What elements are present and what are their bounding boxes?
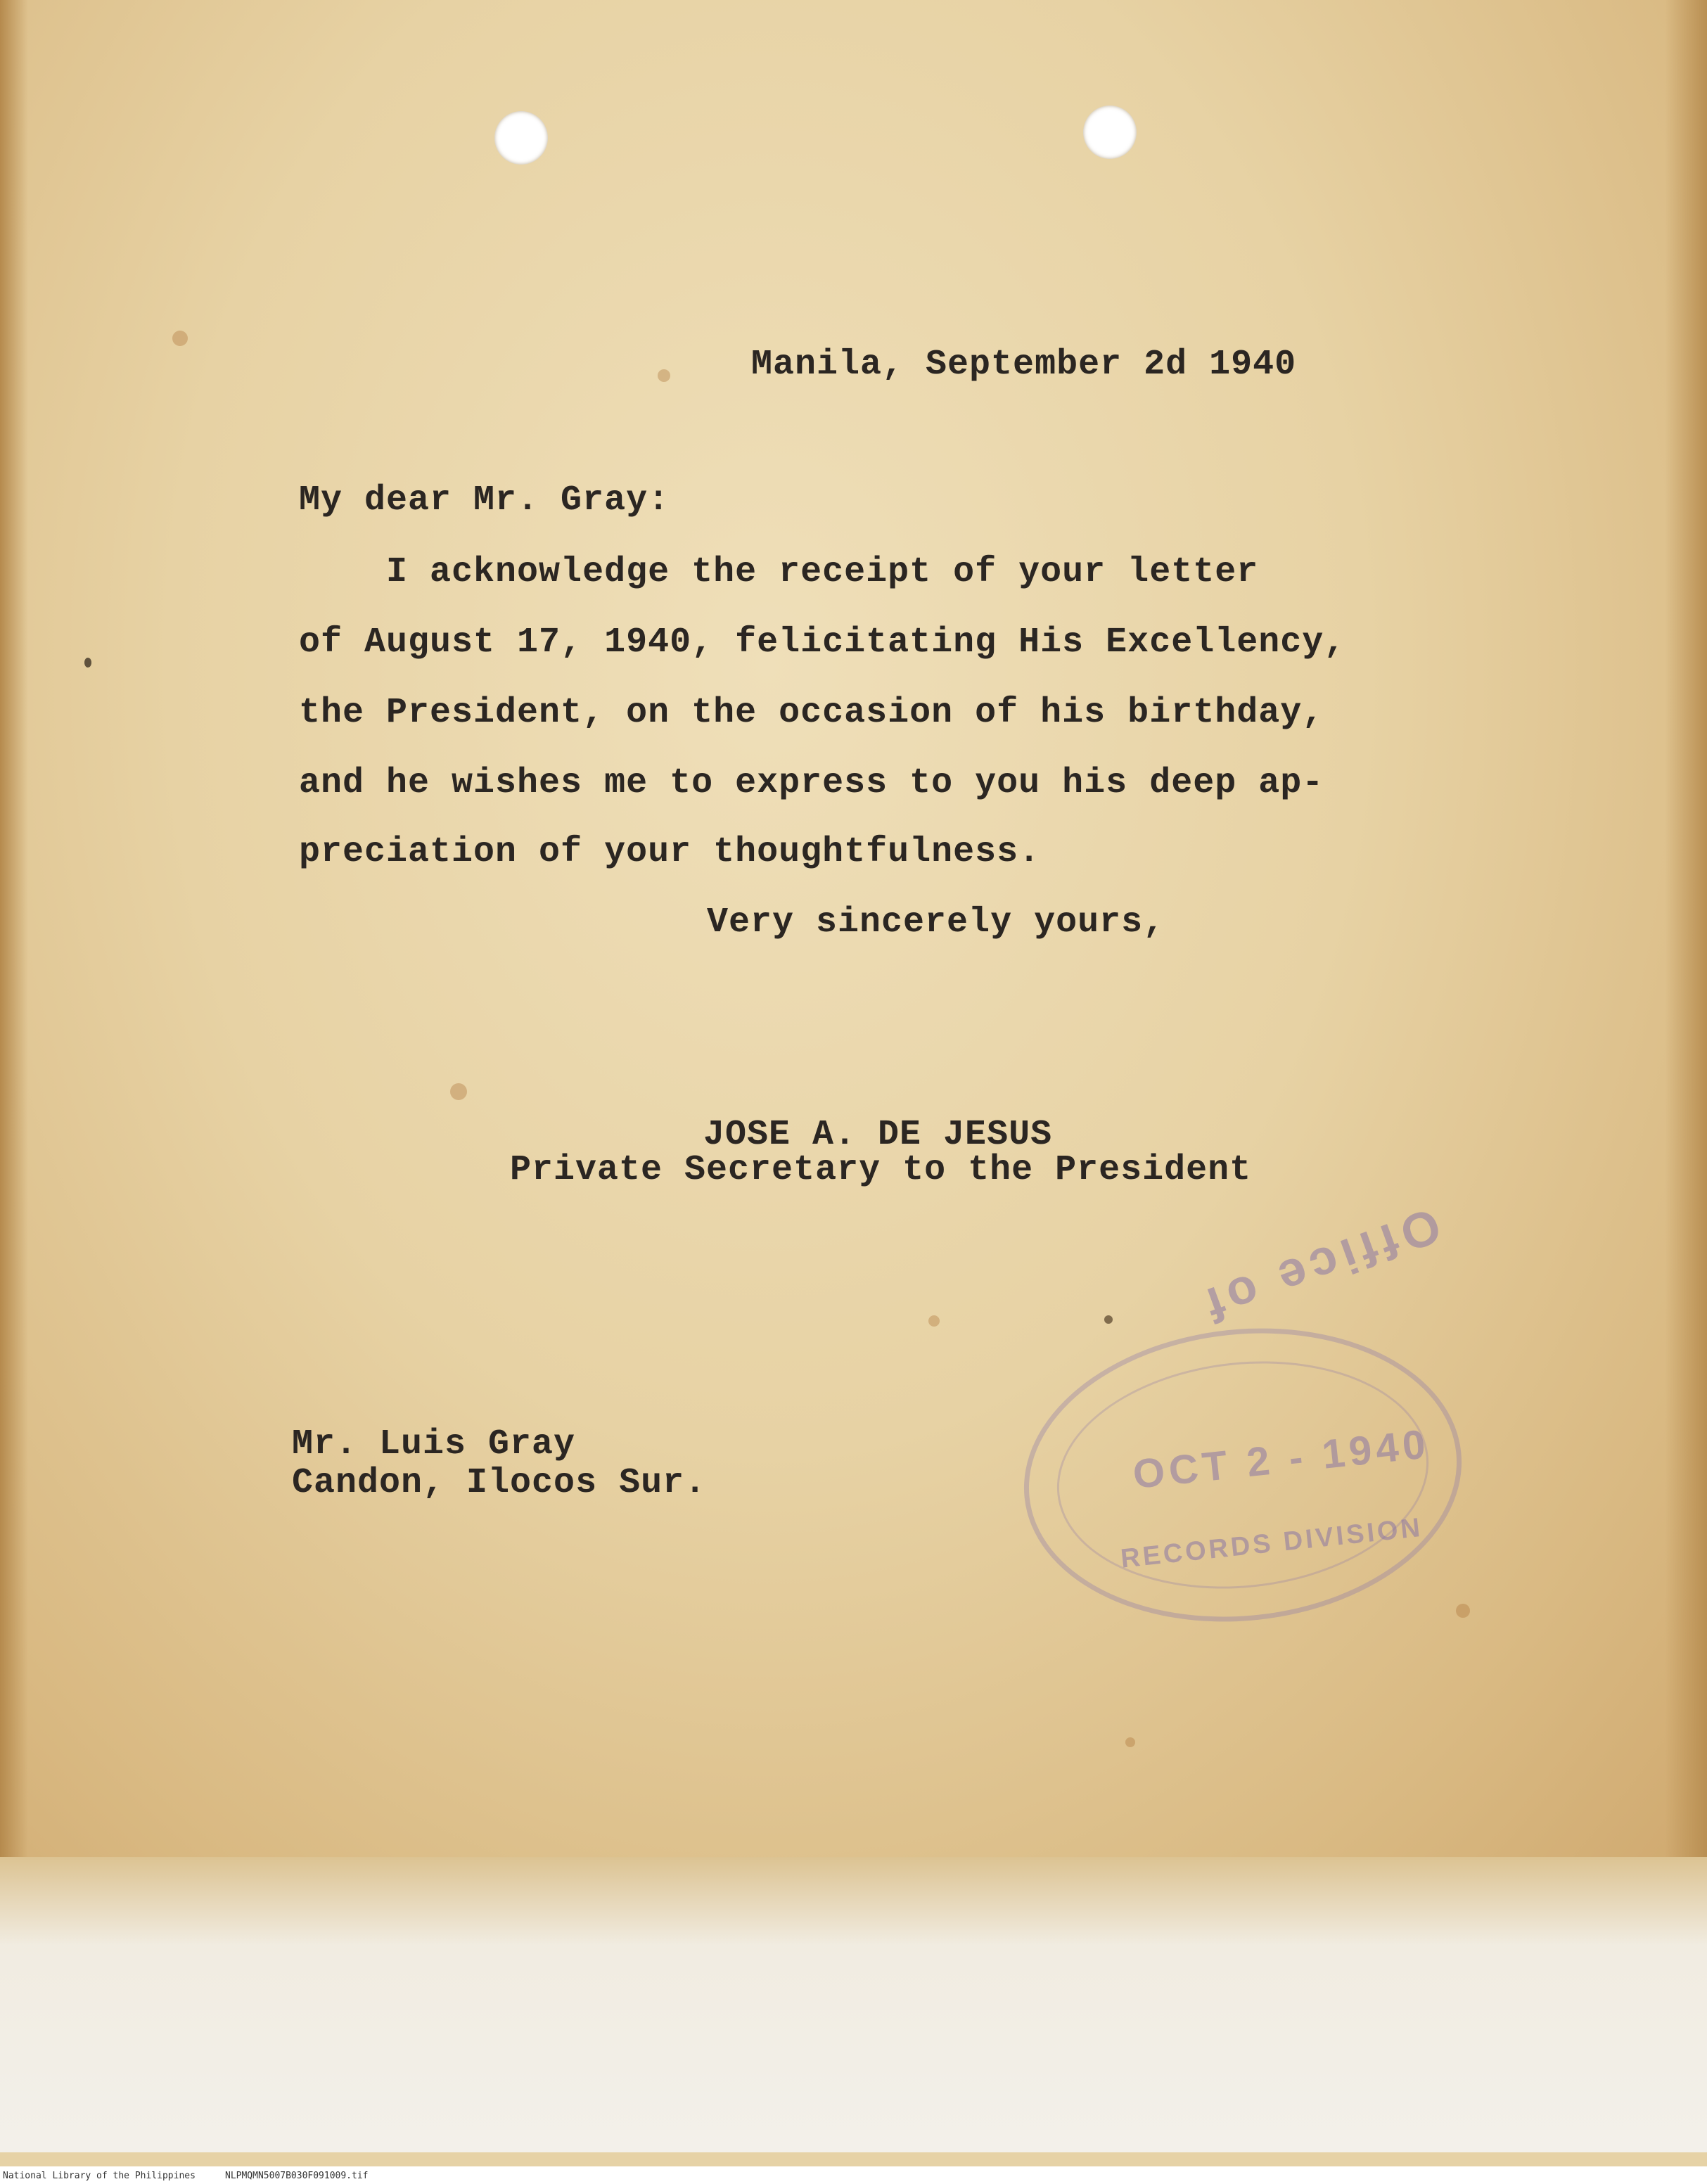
letter-dateline: Manila, September 2d 1940 (751, 345, 1297, 385)
foxing-spot (450, 1083, 467, 1100)
footer-filename: NLPMQMN5007B030F091009.tif (225, 2171, 369, 2181)
recipient-address: Candon, Ilocos Sur. (292, 1463, 707, 1503)
stamp-date: OCT 2 - 1940 (1130, 1421, 1432, 1498)
recipient-name: Mr. Luis Gray (292, 1424, 576, 1464)
scan-footer (0, 2166, 1707, 2184)
signer-title: Private Secretary to the President (510, 1150, 1252, 1190)
foxing-spot (1125, 1737, 1135, 1747)
letter-closing: Very sincerely yours, (707, 902, 1165, 943)
letter-salutation: My dear Mr. Gray: (299, 480, 670, 521)
stamp-division: RECORDS DIVISION (1119, 1512, 1424, 1574)
footer-source: National Library of the Philippines (3, 2171, 196, 2181)
paper-edge-right (1665, 0, 1707, 1899)
foxing-spot (1456, 1604, 1470, 1618)
paper-edge-left (0, 0, 28, 1899)
foxing-spot (84, 658, 91, 668)
foxing-spot (1104, 1315, 1113, 1324)
letter-body-line-4: and he wishes me to express to you his deep ap- (299, 763, 1324, 803)
letter-body-line-3: the President, on the occasion of his birthday, (299, 693, 1324, 733)
letter-body-line-2: of August 17, 1940, felicitating His Excellency, (299, 622, 1346, 663)
signer-name: JOSE A. DE JESUS (703, 1115, 1053, 1155)
stamp-office-text: Office of (1194, 1197, 1448, 1335)
punch-hole-left (494, 111, 548, 165)
letter-body-line-1: I acknowledge the receipt of your letter (299, 552, 1259, 592)
foxing-spot (172, 331, 188, 346)
foxing-spot (658, 369, 670, 382)
paper-bottom-margin (0, 1857, 1707, 2152)
foxing-spot (928, 1315, 940, 1327)
punch-hole-right (1083, 106, 1137, 159)
letter-body-line-5: preciation of your thoughtfulness. (299, 832, 1041, 872)
